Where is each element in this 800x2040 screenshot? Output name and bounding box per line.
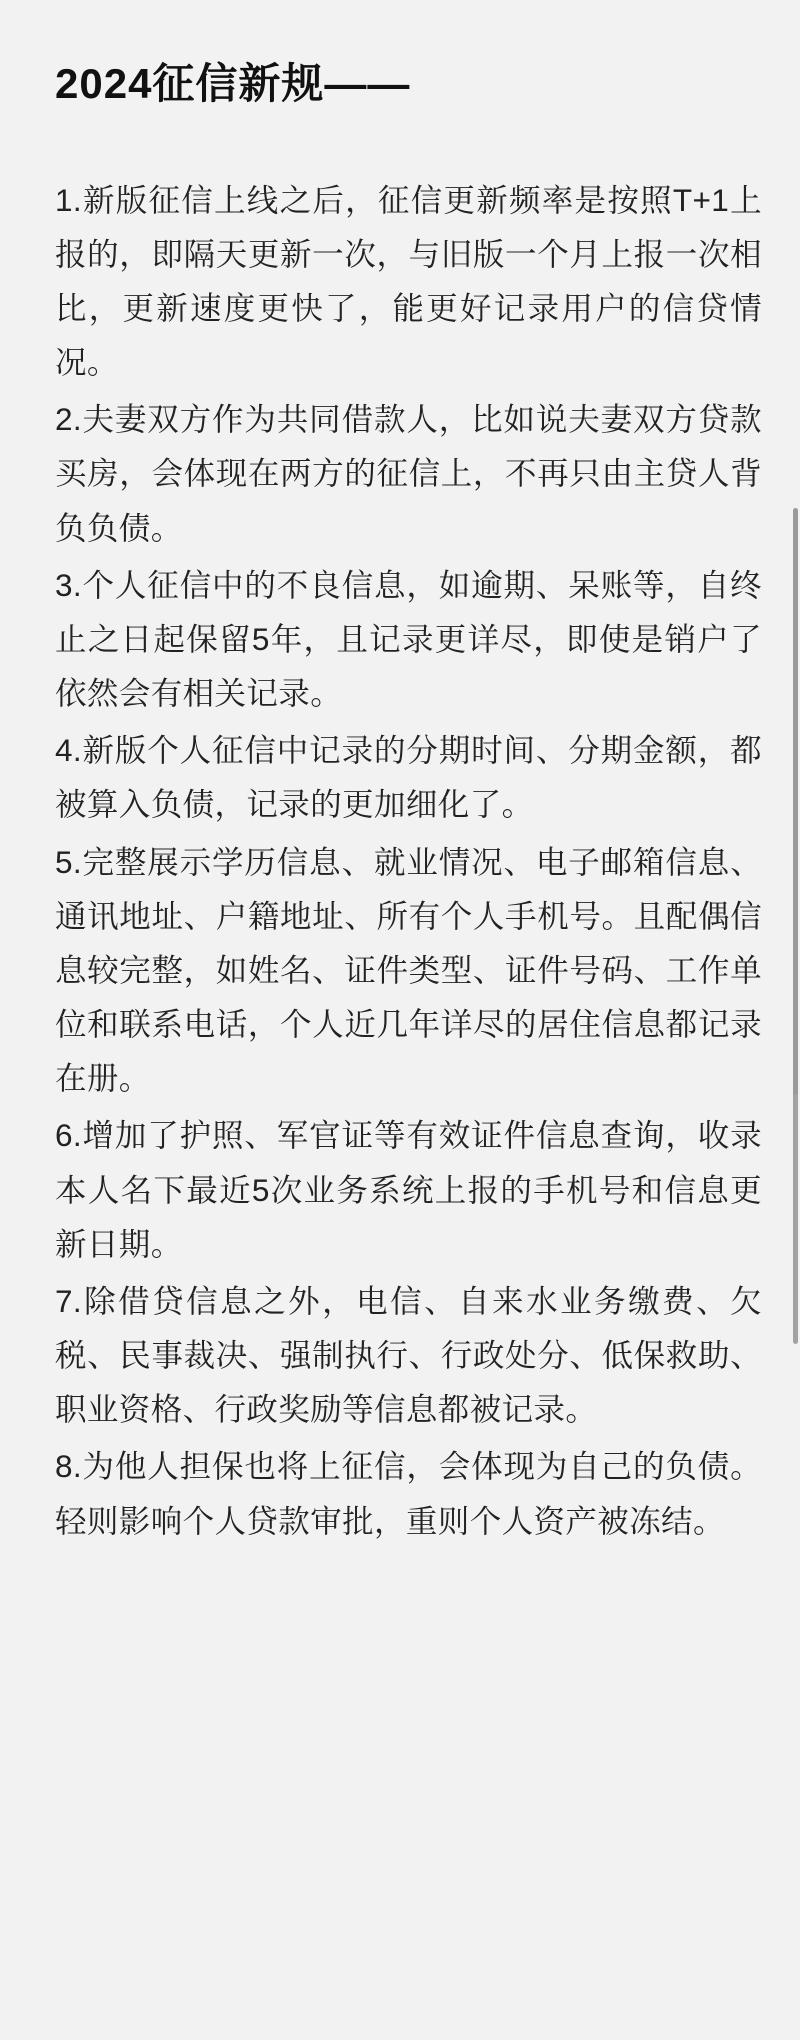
page-title: 2024征信新规—— <box>55 60 411 107</box>
paragraph-1: 1.新版征信上线之后，征信更新频率是按照T+1上报的，即隔天更新一次，与旧版一个月上报一次相比，更新速度更快了，能更好记录用户的信贷情况。 <box>55 181 762 381</box>
paragraph-7: 7.除借贷信息之外，电信、自来水业务缴费、欠税、民事裁决、强制执行、行政处分、低保救助、职业资格、行政奖励等信息都被记录。 <box>55 1282 762 1428</box>
scrollbar-thumb-secondary[interactable] <box>793 1094 798 1344</box>
paragraph-2: 2.夫妻双方作为共同借款人，比如说夫妻双方贷款买房，会体现在两方的征信上，不再只由主贷人背负负债。 <box>55 401 762 546</box>
vertical-scrollbar[interactable] <box>792 0 800 2040</box>
scrollbar-thumb[interactable] <box>793 508 798 1168</box>
document-body <box>55 173 762 1548</box>
paragraph-8: 8.为他人担保也将上征信，会体现为自己的负债。轻则影响个人贷款审批，重则个人资产被冻结。 <box>55 1448 762 1539</box>
paragraph-4: 4.新版个人征信中记录的分期时间、分期金额，都被算入负债，记录的更加细化了。 <box>55 732 762 823</box>
paragraph-3: 3.个人征信中的不良信息，如逾期、呆账等，自终止之日起保留5年，且记录更详尽，即使是销户了依然会有相关记录。 <box>55 566 762 712</box>
paragraph-5: 5.完整展示学历信息、就业情况、电子邮箱信息、通讯地址、户籍地址、所有个人手机号。且配偶信息较完整，如姓名、证件类型、证件号码、工作单位和联系电话，个人近几年详尽的居住信息都记录在册。 <box>55 843 762 1097</box>
paragraph-6: 6.增加了护照、军官证等有效证件信息查询，收录本人名下最近5次业务系统上报的手机号和信息更新日期。 <box>55 1117 762 1262</box>
